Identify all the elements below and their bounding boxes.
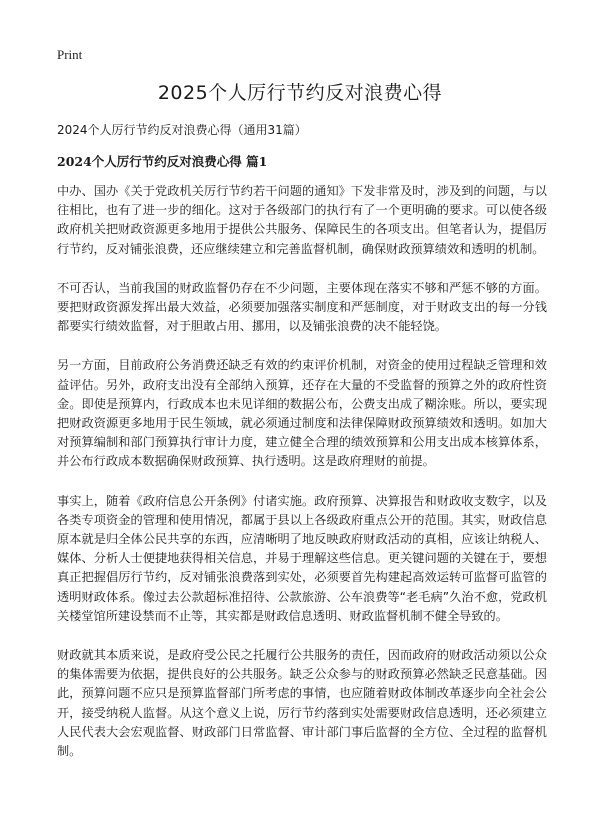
document-subtitle: 2024个人厉行节约反对浪费心得（通用31篇） (57, 123, 307, 137)
section-heading: 2024个人厉行节约反对浪费心得 篇1 (57, 154, 268, 169)
page-title: 2025个人厉行节约反对浪费心得 (157, 82, 443, 104)
paragraph: 中办、国办《关于党政机关厉行节约若干问题的通知》下发非常及时，涉及到的问题，与以往相比，也有了进一步的细化。这对于各级部门的执行有了一个更明确的要求。可以使各级政府机关把财政资源更多地用于提供公共服务、保障民生的各项支出。但笔者认为，提倡厉行节约，反对铺张浪费，还应继续建立和完善监督机制，确保财政预算绩效和透明的机制。 (57, 184, 547, 256)
paragraph: 不可否认，当前我国的财政监督仍存在不少问题，主要体现在落实不够和严惩不够的方面。要把财政资源发挥出最大效益，必须要加强落实制度和严惩制度，对于财政支出的每一分钱都要实行绩效监督，对于胆敢占用、挪用，以及铺张浪费的决不能轻饶。 (57, 280, 547, 334)
paragraph: 另一方面，目前政府公务消费还缺乏有效的约束评价机制，对资金的使用过程缺乏管理和效益评估。另外，政府支出没有全部纳入预算，还存在大量的不受监督的预算之外的政府性资金。即使是预算内，行政成本也未见详细的数据公布，公费支出成了糊涂账。所以，要实现把财政资源更多地用于民生领域，就必须通过制度和法律保障财政预算绩效和透明。如加大对预算编制和部门预算执行审计力度，建立健全合理的绩效预算和公用支出成本核算体系，并公布行政成本数据确保财政预算、执行透明。这是政府理财的前提。 (57, 358, 547, 469)
paragraph: 事实上，随着《政府信息公开条例》付诸实施。政府预算、决算报告和财政收支数字，以及各类专项资金的管理和使用情况，都属于县以上各级政府重点公开的范围。其实，财政信息原本就是归全体公民共享的东西，应清晰明了地反映政府财政活动的真相，应该让纳税人、媒体、分析人士便捷地获得相关信息，并易于理解这些信息。更关键问题的关键在于，要想真正把握倡厉行节约，反对铺张浪费落到实处，必须要首先构建起高效运转可监督可监管的透明财政体系。像过去公款超标准招待、公款旅游、公车浪费等“老毛病”久治不愈，党政机关楼堂馆所建设禁而不止等，其实都是财政信息透明、财政监督机制不健全导致的。 (57, 493, 547, 623)
article-body (57, 182, 547, 781)
paragraph: 财政就其本质来说，是政府受公民之托履行公共服务的责任，因而政府的财政活动须以公众的集体需要为依据，提供良好的公共服务。缺乏公众参与的财政预算必然缺乏民意基础。因此，预算问题不应只是预算监督部门所考虑的事情，也应随着财政体制改革逐步向全社会公开，接受纳税人监督。从这个意义上说，厉行节约落到实处需要财政信息透明，还必须建立人民代表大会宏观监督、财政部门日常监督、审计部门事后监督的全方位、全过程的监督机制。 (57, 648, 547, 759)
print-link[interactable]: Print (57, 47, 83, 62)
